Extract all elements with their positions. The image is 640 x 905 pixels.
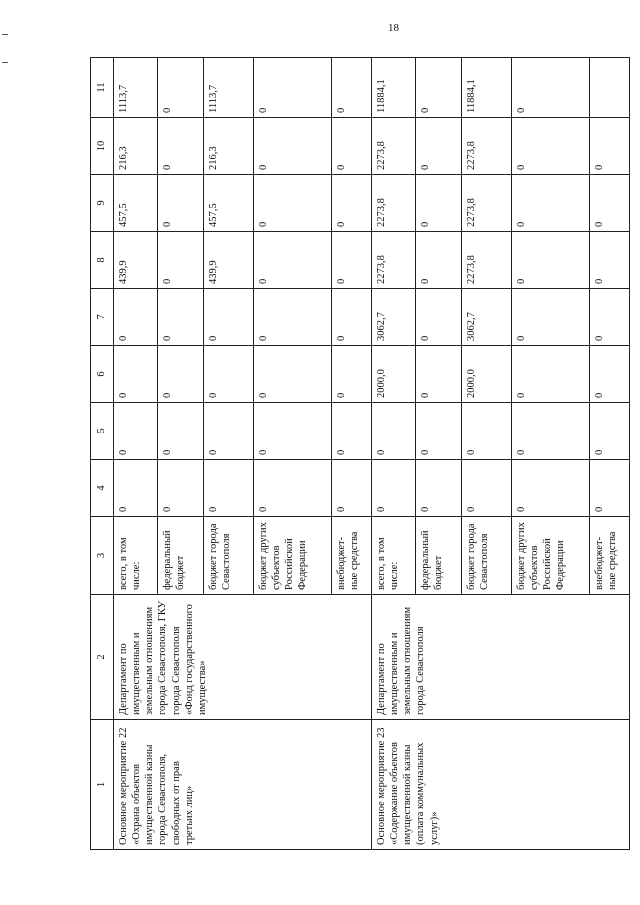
value-cell: 0 xyxy=(512,346,590,403)
value-cell: 0 xyxy=(254,460,332,517)
value-cell: 0 xyxy=(512,460,590,517)
value-cell: 216,3 xyxy=(114,118,158,175)
value-cell: 0 xyxy=(254,346,332,403)
value-cell: 0 xyxy=(416,403,462,460)
value-cell: 0 xyxy=(416,346,462,403)
value-cell: 0 xyxy=(158,460,204,517)
value-cell: 0 xyxy=(332,175,372,232)
value-cell: 0 xyxy=(416,460,462,517)
value-cell: 0 xyxy=(114,460,158,517)
executor-cell: Департамент по имущественным и земельным отношениям города Севастополя xyxy=(372,595,630,720)
value-cell: 1113,7 xyxy=(204,58,254,118)
page-number: 18 xyxy=(388,22,399,34)
value-cell: 0 xyxy=(204,289,254,346)
header-row xyxy=(91,58,114,850)
value-cell: 0 xyxy=(590,232,630,289)
value-cell: 2273,8 xyxy=(462,118,512,175)
value-cell: 0 xyxy=(462,403,512,460)
budget-table xyxy=(90,57,630,850)
value-cell: 0 xyxy=(462,460,512,517)
header-cell: 2 xyxy=(91,595,114,720)
value-cell: 216,3 xyxy=(204,118,254,175)
value-cell: 0 xyxy=(332,118,372,175)
value-cell: 0 xyxy=(372,403,416,460)
value-cell: 11884,1 xyxy=(462,58,512,118)
value-cell: 0 xyxy=(332,403,372,460)
value-cell: 0 xyxy=(512,175,590,232)
value-cell: 0 xyxy=(332,58,372,118)
table-row xyxy=(114,58,158,850)
value-cell: 0 xyxy=(590,403,630,460)
value-cell: 2273,8 xyxy=(372,232,416,289)
value-cell: 0 xyxy=(512,118,590,175)
value-cell: 2273,8 xyxy=(462,232,512,289)
value-cell: 0 xyxy=(332,232,372,289)
value-cell: 0 xyxy=(332,346,372,403)
value-cell: 0 xyxy=(204,346,254,403)
header-cell: 1 xyxy=(91,720,114,850)
value-cell: 0 xyxy=(158,175,204,232)
table-row xyxy=(372,58,416,850)
value-cell: 457,5 xyxy=(114,175,158,232)
value-cell: 0 xyxy=(158,118,204,175)
value-cell: 439,9 xyxy=(204,232,254,289)
funding-source-cell: бюджет города Севастополя xyxy=(204,517,254,595)
value-cell: 439,9 xyxy=(114,232,158,289)
value-cell: 0 xyxy=(590,460,630,517)
funding-source-cell: бюджет других субъектов Российской Федерации xyxy=(254,517,332,595)
value-cell: 0 xyxy=(158,58,204,118)
value-cell: 2273,8 xyxy=(372,175,416,232)
value-cell: 0 xyxy=(254,232,332,289)
value-cell: 0 xyxy=(590,289,630,346)
value-cell: 0 xyxy=(114,289,158,346)
value-cell: 3062,7 xyxy=(372,289,416,346)
value-cell: 0 xyxy=(372,460,416,517)
value-cell: 1113,7 xyxy=(114,58,158,118)
funding-source-cell: внебюджет-ные средства xyxy=(332,517,372,595)
value-cell: 0 xyxy=(590,346,630,403)
value-cell: 0 xyxy=(204,460,254,517)
value-cell: 2000,0 xyxy=(462,346,512,403)
header-cell: 5 xyxy=(91,403,114,460)
measure-name-cell: Основное мероприятие 23 «Содержание объектов имущественной казны (оплата коммунальных услуг)» xyxy=(372,720,630,850)
value-cell: 0 xyxy=(114,346,158,403)
value-cell: 2000,0 xyxy=(372,346,416,403)
header-cell: 7 xyxy=(91,289,114,346)
header-cell: 11 xyxy=(91,58,114,118)
margin-mark xyxy=(2,62,8,63)
header-cell: 6 xyxy=(91,346,114,403)
value-cell: 0 xyxy=(416,289,462,346)
value-cell: 3062,7 xyxy=(462,289,512,346)
executor-cell: Департамент по имущественным и земельным отношениям города Севастополя, ГКУ города Севастополя «Фонд государственного имущества» xyxy=(114,595,372,720)
value-cell: 0 xyxy=(114,403,158,460)
value-cell: 2273,8 xyxy=(462,175,512,232)
value-cell: 0 xyxy=(416,118,462,175)
value-cell: 0 xyxy=(254,118,332,175)
value-cell: 0 xyxy=(254,403,332,460)
value-cell: 0 xyxy=(204,403,254,460)
value-cell: 0 xyxy=(332,289,372,346)
value-cell: 0 xyxy=(590,175,630,232)
funding-source-cell: всего, в том числе: xyxy=(372,517,416,595)
funding-source-cell: федеральный бюджет xyxy=(416,517,462,595)
value-cell: 457,5 xyxy=(204,175,254,232)
value-cell: 0 xyxy=(254,175,332,232)
header-cell: 3 xyxy=(91,517,114,595)
value-cell: 0 xyxy=(512,232,590,289)
value-cell: 0 xyxy=(158,232,204,289)
value-cell: 11884,1 xyxy=(372,58,416,118)
rotated-table-content xyxy=(90,58,619,850)
funding-source-cell: федеральный бюджет xyxy=(158,517,204,595)
funding-source-cell: бюджет города Севастополя xyxy=(462,517,512,595)
rotated-table-frame xyxy=(90,58,619,850)
header-cell: 8 xyxy=(91,232,114,289)
value-cell: 0 xyxy=(512,289,590,346)
header-cell: 9 xyxy=(91,175,114,232)
value-cell: 0 xyxy=(416,58,462,118)
value-cell: 0 xyxy=(254,58,332,118)
header-cell: 4 xyxy=(91,460,114,517)
funding-source-cell: всего, в том числе: xyxy=(114,517,158,595)
value-cell: 0 xyxy=(158,403,204,460)
value-cell xyxy=(590,58,630,118)
value-cell: 0 xyxy=(332,460,372,517)
value-cell: 0 xyxy=(512,58,590,118)
value-cell: 0 xyxy=(416,175,462,232)
measure-name-cell: Основное мероприятие 22 «Охрана объектов имущественной казны города Севастополя, свободных от прав третьих лиц» xyxy=(114,720,372,850)
value-cell: 2273,8 xyxy=(372,118,416,175)
header-cell: 10 xyxy=(91,118,114,175)
funding-source-cell: внебюджет-ные средства xyxy=(590,517,630,595)
value-cell: 0 xyxy=(254,289,332,346)
margin-mark xyxy=(2,34,8,35)
value-cell: 0 xyxy=(590,118,630,175)
value-cell: 0 xyxy=(158,346,204,403)
funding-source-cell: бюджет других субъектов Российской Федерации xyxy=(512,517,590,595)
value-cell: 0 xyxy=(416,232,462,289)
value-cell: 0 xyxy=(512,403,590,460)
value-cell: 0 xyxy=(158,289,204,346)
